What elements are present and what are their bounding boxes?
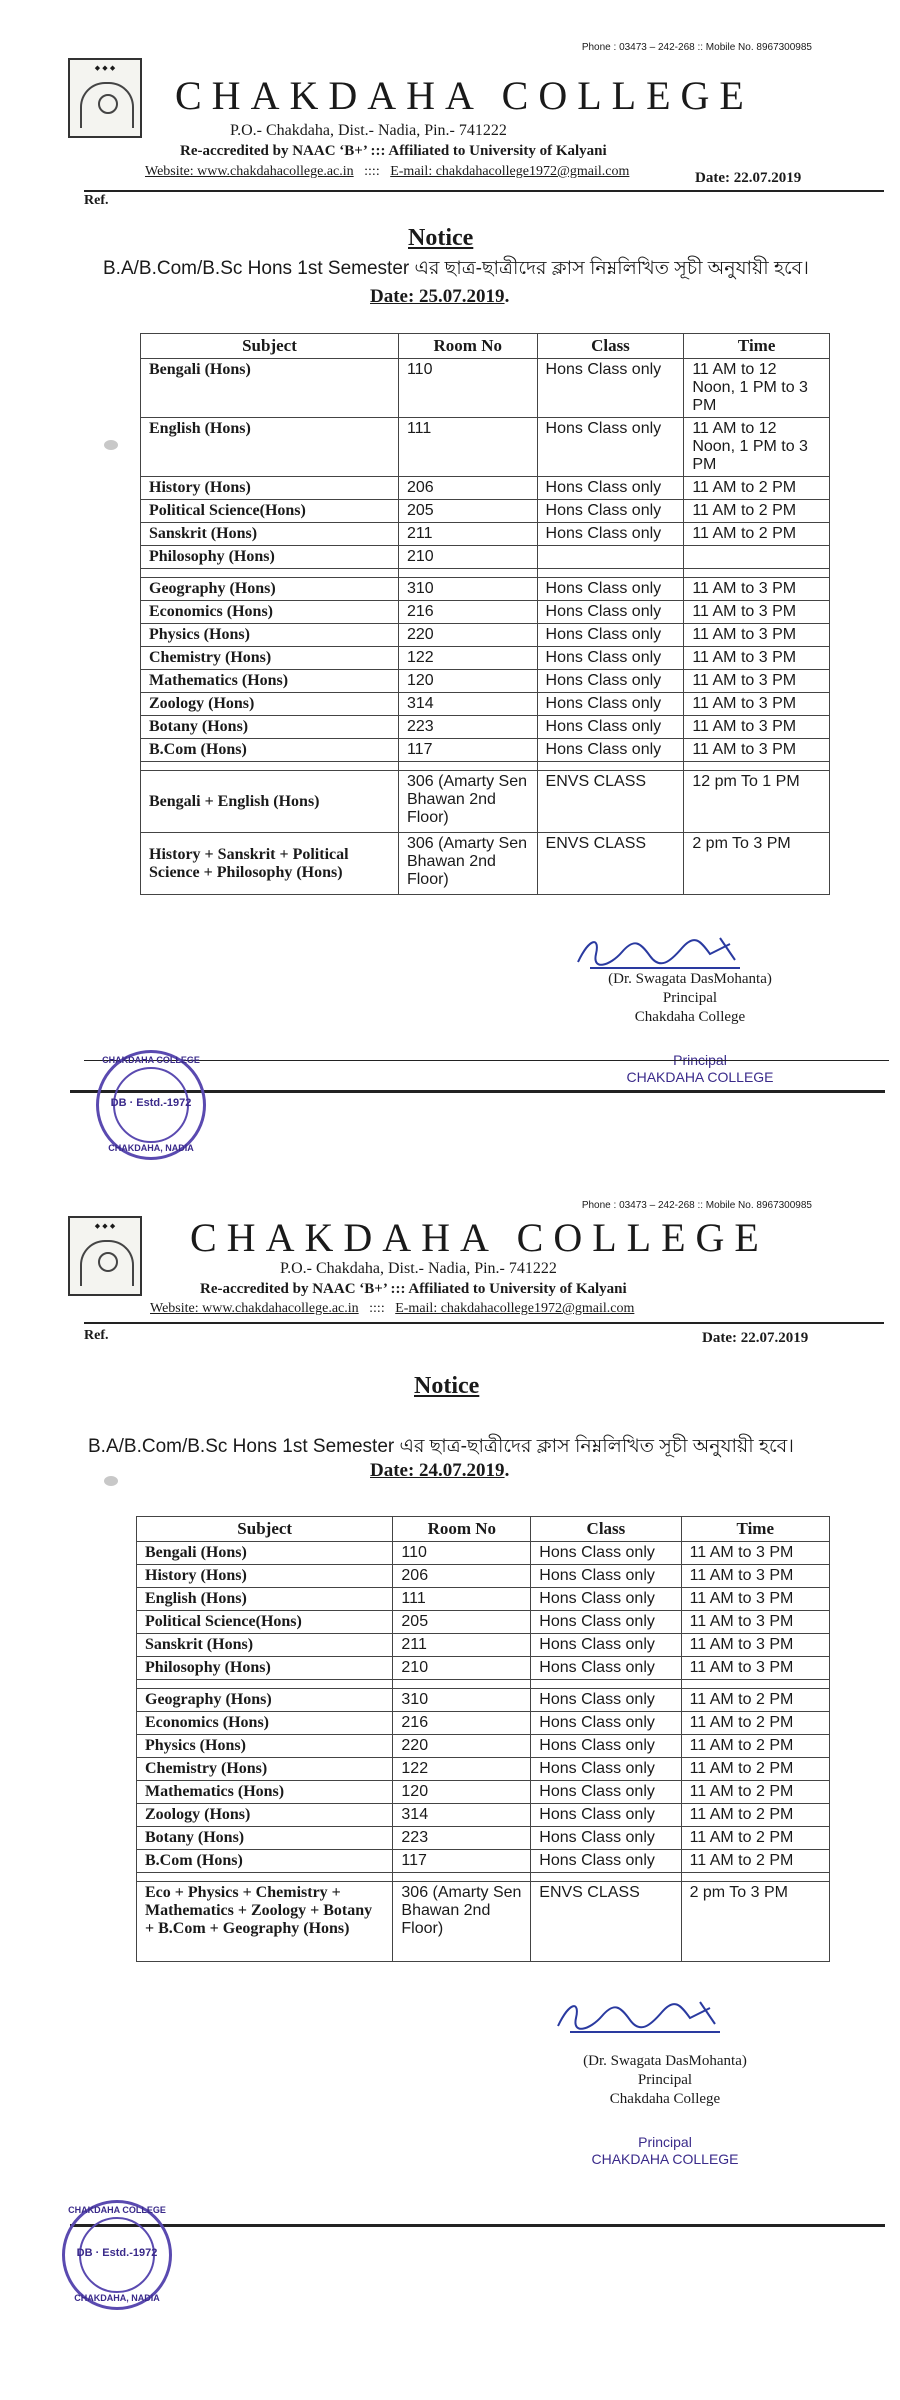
table-row bbox=[137, 1634, 830, 1657]
table-spacer-row bbox=[141, 762, 830, 771]
table-spacer-row bbox=[137, 1680, 830, 1689]
cell-room: 210 bbox=[398, 546, 537, 569]
ref-label: Ref. bbox=[84, 1328, 109, 1343]
signatory-institution: Chakdaha College bbox=[609, 2091, 721, 2107]
cell-class: Hons Class only bbox=[537, 578, 684, 601]
notice-subtitle: B.A/B.Com/B.Sc Hons 1st Semester এর ছাত্র-ছাত্রীদের ক্লাস নিম্নলিখিত সূচী অনুযায়ী হবে। bbox=[88, 1436, 794, 1457]
header-phone: Phone : 03473 – 242-268 :: Mobile No. 8967300985 bbox=[581, 42, 812, 53]
cell-subject: Sanskrit (Hons) bbox=[141, 523, 399, 546]
table-spacer-row bbox=[141, 569, 830, 578]
cell-subject: Geography (Hons) bbox=[137, 1689, 393, 1712]
cell-class: Hons Class only bbox=[537, 359, 684, 418]
signatory-institution: Chakdaha College bbox=[634, 1009, 746, 1025]
class-date-suffix: . bbox=[504, 286, 510, 307]
cell-class: Hons Class only bbox=[531, 1588, 681, 1611]
cell-class: ENVS CLASS bbox=[537, 771, 684, 833]
email-link[interactable]: E-mail: chakdahacollege1972@gmail.com bbox=[395, 1301, 635, 1316]
class-date bbox=[370, 1460, 509, 1482]
cell-class: ENVS CLASS bbox=[537, 833, 684, 895]
cell-class: Hons Class only bbox=[531, 1781, 681, 1804]
table-row bbox=[137, 1781, 830, 1804]
class-date-text: Date: 24.07.2019 bbox=[370, 1460, 505, 1481]
cell-room: 220 bbox=[398, 624, 537, 647]
table-row bbox=[141, 578, 830, 601]
cell-time: 11 AM to 2 PM bbox=[684, 500, 830, 523]
table-row bbox=[141, 477, 830, 500]
cell-time: 11 AM to 3 PM bbox=[684, 670, 830, 693]
column-header-time: Time bbox=[681, 1517, 829, 1542]
cell-subject: Philosophy (Hons) bbox=[141, 546, 399, 569]
principal-signature bbox=[550, 1996, 730, 2036]
column-header-class: Class bbox=[537, 334, 684, 359]
cell-subject: Sanskrit (Hons) bbox=[137, 1634, 393, 1657]
cell-room: 206 bbox=[393, 1565, 531, 1588]
table-row bbox=[137, 1657, 830, 1680]
principal-stamp bbox=[600, 1052, 800, 1086]
table-row bbox=[137, 1565, 830, 1588]
cell-subject: Chemistry (Hons) bbox=[137, 1758, 393, 1781]
cell-subject: Bengali (Hons) bbox=[141, 359, 399, 418]
table-row bbox=[141, 670, 830, 693]
signatory-designation: Principal bbox=[662, 990, 718, 1006]
table-row bbox=[137, 1611, 830, 1634]
cell-room: 205 bbox=[393, 1611, 531, 1634]
seal-center-text: DB · Estd.-1972 bbox=[110, 1097, 192, 1109]
cell-room: 110 bbox=[398, 359, 537, 418]
separator: :::: bbox=[364, 164, 380, 179]
cell-subject: History (Hons) bbox=[141, 477, 399, 500]
cell-class: Hons Class only bbox=[537, 670, 684, 693]
column-header-room: Room No bbox=[393, 1517, 531, 1542]
cell-subject: English (Hons) bbox=[137, 1588, 393, 1611]
notice-subtitle: B.A/B.Com/B.Sc Hons 1st Semester এর ছাত্র-ছাত্রীদের ক্লাস নিম্নলিখিত সূচী অনুযায়ী হবে। bbox=[103, 258, 809, 279]
cell-room: 310 bbox=[393, 1689, 531, 1712]
cell-subject: English (Hons) bbox=[141, 418, 399, 477]
cell-room: 117 bbox=[398, 739, 537, 762]
principal-signature bbox=[570, 932, 750, 972]
stamp-line-1: Principal bbox=[673, 1052, 727, 1068]
logo-emblem: ◆ ◆ ◆ bbox=[94, 1222, 116, 1230]
table-row bbox=[141, 418, 830, 477]
contact-line bbox=[145, 164, 629, 180]
cell-time: 11 AM to 2 PM bbox=[681, 1804, 829, 1827]
cell-class: Hons Class only bbox=[537, 624, 684, 647]
cell-room: 122 bbox=[393, 1758, 531, 1781]
column-header-room: Room No bbox=[398, 334, 537, 359]
stamp-line-1: Principal bbox=[638, 2134, 692, 2150]
cell-room: 211 bbox=[393, 1634, 531, 1657]
notice-title: Notice bbox=[408, 225, 474, 251]
seal-bottom-text: CHAKDAHA, NADIA bbox=[108, 1143, 194, 1153]
cell-time: 11 AM to 3 PM bbox=[684, 693, 830, 716]
cell-class: Hons Class only bbox=[531, 1850, 681, 1873]
cell-subject: Bengali (Hons) bbox=[137, 1542, 393, 1565]
signatory-block bbox=[545, 2052, 785, 2109]
cell-subject: Botany (Hons) bbox=[137, 1827, 393, 1850]
column-header-class: Class bbox=[531, 1517, 681, 1542]
cell-class: Hons Class only bbox=[531, 1657, 681, 1680]
cell-room: 210 bbox=[393, 1657, 531, 1680]
college-address: P.O.- Chakdaha, Dist.- Nadia, Pin.- 741222 bbox=[280, 1260, 557, 1277]
cell-time: 11 AM to 12 Noon, 1 PM to 3 PM bbox=[684, 359, 830, 418]
college-address: P.O.- Chakdaha, Dist.- Nadia, Pin.- 741222 bbox=[230, 122, 507, 139]
cell-time: 11 AM to 3 PM bbox=[684, 601, 830, 624]
cell-subject: Mathematics (Hons) bbox=[137, 1781, 393, 1804]
cell-class: Hons Class only bbox=[537, 739, 684, 762]
cell-class: Hons Class only bbox=[537, 601, 684, 624]
cell-class: Hons Class only bbox=[531, 1611, 681, 1634]
cell-time: 2 pm To 3 PM bbox=[684, 833, 830, 895]
table-row bbox=[137, 1882, 830, 1962]
seal-top-text: CHAKDAHA COLLEGE bbox=[68, 2205, 166, 2215]
stamp-line-2: CHAKDAHA COLLEGE bbox=[626, 1069, 774, 1085]
cell-class: Hons Class only bbox=[531, 1758, 681, 1781]
signatory-name: (Dr. Swagata DasMohanta) bbox=[608, 971, 772, 987]
header-divider bbox=[84, 190, 884, 192]
college-seal bbox=[62, 2200, 172, 2310]
table-row bbox=[137, 1588, 830, 1611]
cell-class: Hons Class only bbox=[531, 1712, 681, 1735]
seal-center-text: DB · Estd.-1972 bbox=[76, 2247, 158, 2259]
cell-class: Hons Class only bbox=[537, 693, 684, 716]
cell-room: 117 bbox=[393, 1850, 531, 1873]
column-header-subject: Subject bbox=[141, 334, 399, 359]
table-row bbox=[141, 624, 830, 647]
principal-stamp bbox=[565, 2134, 765, 2168]
schedule-table bbox=[140, 333, 830, 895]
cell-subject: Political Science(Hons) bbox=[141, 500, 399, 523]
notice-title: Notice bbox=[414, 1373, 480, 1399]
cell-time: 11 AM to 3 PM bbox=[681, 1588, 829, 1611]
cell-subject: Eco + Physics + Chemistry + Mathematics + Zoology + Botany + B.Com + Geography (Hons) bbox=[137, 1882, 393, 1962]
table-row bbox=[137, 1735, 830, 1758]
table-header-row bbox=[141, 334, 830, 359]
column-header-subject: Subject bbox=[137, 1517, 393, 1542]
cell-time: 11 AM to 2 PM bbox=[681, 1850, 829, 1873]
cell-room: 206 bbox=[398, 477, 537, 500]
table-row bbox=[137, 1712, 830, 1735]
cell-subject: History (Hons) bbox=[137, 1565, 393, 1588]
cell-room: 223 bbox=[393, 1827, 531, 1850]
cell-room: 216 bbox=[398, 601, 537, 624]
class-date-text: Date: 25.07.2019 bbox=[370, 286, 505, 307]
cell-room: 120 bbox=[393, 1781, 531, 1804]
table-row bbox=[137, 1689, 830, 1712]
table-row bbox=[137, 1542, 830, 1565]
cell-room: 111 bbox=[393, 1588, 531, 1611]
college-name: CHAKDAHA COLLEGE bbox=[175, 73, 754, 118]
cell-room: 122 bbox=[398, 647, 537, 670]
cell-time: 11 AM to 12 Noon, 1 PM to 3 PM bbox=[684, 418, 830, 477]
cell-room: 220 bbox=[393, 1735, 531, 1758]
cell-subject: Mathematics (Hons) bbox=[141, 670, 399, 693]
column-header-time: Time bbox=[684, 334, 830, 359]
cell-time: 11 AM to 3 PM bbox=[684, 716, 830, 739]
cell-time bbox=[684, 546, 830, 569]
cell-room: 216 bbox=[393, 1712, 531, 1735]
cell-class: Hons Class only bbox=[531, 1689, 681, 1712]
separator: :::: bbox=[369, 1301, 385, 1316]
cell-time: 11 AM to 3 PM bbox=[684, 624, 830, 647]
cell-time: 11 AM to 3 PM bbox=[681, 1657, 829, 1680]
cell-time: 11 AM to 3 PM bbox=[681, 1565, 829, 1588]
cell-time: 11 AM to 3 PM bbox=[684, 647, 830, 670]
table-row bbox=[141, 739, 830, 762]
cell-time: 11 AM to 2 PM bbox=[681, 1827, 829, 1850]
cell-subject: Botany (Hons) bbox=[141, 716, 399, 739]
cell-time: 11 AM to 3 PM bbox=[681, 1634, 829, 1657]
cell-time: 11 AM to 3 PM bbox=[681, 1611, 829, 1634]
cell-class: Hons Class only bbox=[531, 1735, 681, 1758]
email-link[interactable]: E-mail: chakdahacollege1972@gmail.com bbox=[390, 164, 630, 179]
table-row bbox=[137, 1827, 830, 1850]
cell-room: 314 bbox=[393, 1804, 531, 1827]
cell-room: 306 (Amarty Sen Bhawan 2nd Floor) bbox=[398, 771, 537, 833]
table-row bbox=[141, 523, 830, 546]
cell-class: Hons Class only bbox=[531, 1634, 681, 1657]
punch-hole-mark bbox=[104, 1476, 118, 1486]
header-phone: Phone : 03473 – 242-268 :: Mobile No. 8967300985 bbox=[581, 1200, 812, 1211]
table-row bbox=[141, 693, 830, 716]
table-header-row bbox=[137, 1517, 830, 1542]
class-date bbox=[370, 286, 509, 308]
cell-subject: Zoology (Hons) bbox=[141, 693, 399, 716]
table-row bbox=[137, 1850, 830, 1873]
cell-subject: B.Com (Hons) bbox=[137, 1850, 393, 1873]
seal-bottom-text: CHAKDAHA, NADIA bbox=[74, 2293, 160, 2303]
cell-subject: Physics (Hons) bbox=[137, 1735, 393, 1758]
schedule-table bbox=[136, 1516, 830, 1962]
logo-emblem: ◆ ◆ ◆ bbox=[94, 64, 116, 72]
college-logo bbox=[68, 58, 142, 138]
table-spacer-row bbox=[137, 1873, 830, 1882]
cell-time: 11 AM to 2 PM bbox=[681, 1712, 829, 1735]
table-row bbox=[137, 1758, 830, 1781]
cell-class: ENVS CLASS bbox=[531, 1882, 681, 1962]
cell-subject: Physics (Hons) bbox=[141, 624, 399, 647]
cell-time: 11 AM to 2 PM bbox=[681, 1689, 829, 1712]
cell-subject: Zoology (Hons) bbox=[137, 1804, 393, 1827]
seal-top-text: CHAKDAHA COLLEGE bbox=[102, 1055, 200, 1065]
cell-subject: B.Com (Hons) bbox=[141, 739, 399, 762]
cell-room: 211 bbox=[398, 523, 537, 546]
college-seal bbox=[96, 1050, 206, 1160]
footer-thin-rule bbox=[84, 1060, 889, 1061]
table-row bbox=[137, 1804, 830, 1827]
table-row bbox=[141, 716, 830, 739]
cell-time: 11 AM to 2 PM bbox=[684, 477, 830, 500]
cell-time: 12 pm To 1 PM bbox=[684, 771, 830, 833]
cell-subject: Bengali + English (Hons) bbox=[141, 771, 399, 833]
issue-date: Date: 22.07.2019 bbox=[702, 1330, 809, 1346]
notice-sheet-2 bbox=[0, 1200, 900, 2400]
cell-subject: Economics (Hons) bbox=[141, 601, 399, 624]
class-date-suffix: . bbox=[504, 1460, 510, 1481]
cell-room: 310 bbox=[398, 578, 537, 601]
website-link[interactable]: Website: www.chakdahacollege.ac.in bbox=[150, 1301, 359, 1316]
cell-class: Hons Class only bbox=[531, 1804, 681, 1827]
cell-room: 111 bbox=[398, 418, 537, 477]
signatory-name: (Dr. Swagata DasMohanta) bbox=[583, 2053, 747, 2069]
ref-label: Ref. bbox=[84, 193, 109, 208]
table-row bbox=[141, 647, 830, 670]
table-row bbox=[141, 359, 830, 418]
cell-time: 11 AM to 3 PM bbox=[684, 578, 830, 601]
cell-time: 11 AM to 2 PM bbox=[681, 1758, 829, 1781]
cell-room: 306 (Amarty Sen Bhawan 2nd Floor) bbox=[393, 1882, 531, 1962]
cell-subject: Chemistry (Hons) bbox=[141, 647, 399, 670]
punch-hole-mark bbox=[104, 440, 118, 450]
cell-class: Hons Class only bbox=[537, 418, 684, 477]
cell-room: 120 bbox=[398, 670, 537, 693]
cell-room: 205 bbox=[398, 500, 537, 523]
table-row bbox=[141, 601, 830, 624]
cell-subject: Economics (Hons) bbox=[137, 1712, 393, 1735]
cell-room: 314 bbox=[398, 693, 537, 716]
cell-room: 110 bbox=[393, 1542, 531, 1565]
college-logo bbox=[68, 1216, 142, 1296]
accreditation-line: Re-accredited by NAAC ‘B+’ ::: Affiliated to University of Kalyani bbox=[180, 143, 607, 159]
college-name: CHAKDAHA COLLEGE bbox=[190, 1215, 769, 1260]
cell-room: 306 (Amarty Sen Bhawan 2nd Floor) bbox=[398, 833, 537, 895]
cell-subject: Geography (Hons) bbox=[141, 578, 399, 601]
cell-class: Hons Class only bbox=[537, 523, 684, 546]
contact-line bbox=[150, 1301, 634, 1317]
cell-time: 11 AM to 2 PM bbox=[681, 1735, 829, 1758]
signatory-block bbox=[570, 970, 810, 1027]
cell-subject: Political Science(Hons) bbox=[137, 1611, 393, 1634]
cell-class: Hons Class only bbox=[537, 477, 684, 500]
table-row bbox=[141, 771, 830, 833]
stamp-line-2: CHAKDAHA COLLEGE bbox=[591, 2151, 739, 2167]
cell-time: 11 AM to 2 PM bbox=[681, 1781, 829, 1804]
accreditation-line: Re-accredited by NAAC ‘B+’ ::: Affiliated to University of Kalyani bbox=[200, 1281, 627, 1297]
table-row bbox=[141, 500, 830, 523]
cell-room: 223 bbox=[398, 716, 537, 739]
cell-class: Hons Class only bbox=[537, 716, 684, 739]
cell-class bbox=[537, 546, 684, 569]
header-divider bbox=[84, 1322, 884, 1324]
cell-class: Hons Class only bbox=[537, 647, 684, 670]
issue-date: Date: 22.07.2019 bbox=[695, 170, 802, 186]
cell-time: 2 pm To 3 PM bbox=[681, 1882, 829, 1962]
table-row bbox=[141, 833, 830, 895]
cell-subject: Philosophy (Hons) bbox=[137, 1657, 393, 1680]
cell-time: 11 AM to 2 PM bbox=[684, 523, 830, 546]
cell-class: Hons Class only bbox=[531, 1542, 681, 1565]
website-link[interactable]: Website: www.chakdahacollege.ac.in bbox=[145, 164, 354, 179]
table-row bbox=[141, 546, 830, 569]
footer-rule bbox=[70, 2224, 885, 2227]
signatory-designation: Principal bbox=[637, 2072, 693, 2088]
cell-subject: History + Sanskrit + Political Science + Philosophy (Hons) bbox=[141, 833, 399, 895]
cell-class: Hons Class only bbox=[531, 1827, 681, 1850]
cell-class: Hons Class only bbox=[531, 1565, 681, 1588]
cell-class: Hons Class only bbox=[537, 500, 684, 523]
cell-time: 11 AM to 3 PM bbox=[681, 1542, 829, 1565]
cell-time: 11 AM to 3 PM bbox=[684, 739, 830, 762]
